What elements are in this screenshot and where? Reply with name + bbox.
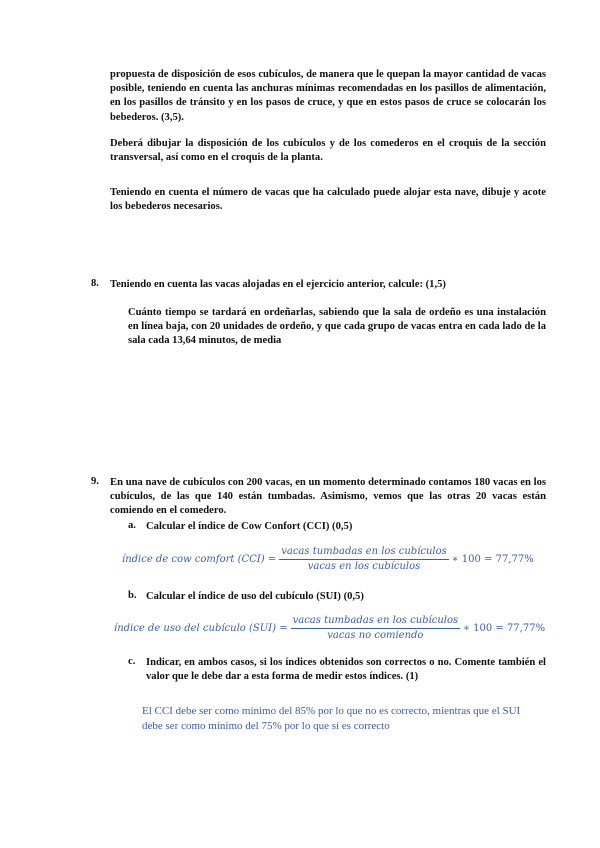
formula-cci-rhs: ∗ 100 = 77,77% — [451, 554, 534, 565]
formula-sui-fraction — [291, 615, 461, 642]
formula-cci-denominator: vacas en los cubículos — [307, 561, 421, 572]
formula-cci-lhs: índice de cow comfort (CCI) = — [122, 554, 277, 565]
formula-sui — [114, 615, 545, 642]
question-8-subtext: Cuánto tiempo se tardará en ordeñarlas, sabiendo que la sala de ordeño es una instalación en línea baja, con 20 unidades de ordeño, y que cada grupo de vacas entra en cada lado de la sala cada 13,64 minutos, de media — [128, 307, 546, 347]
question-9-number: 9. — [91, 476, 99, 487]
item-c-text: Indicar, en ambos casos, si los índices obtenidos son correctos o no. Comente también el valor que le debe dar a esta forma de medir estos índices. (1) — [146, 657, 546, 683]
item-a-label: a. — [128, 520, 136, 531]
formula-cci-fraction — [279, 546, 449, 573]
item-a-text: Calcular el índice de Cow Confort (CCI) (0,5) — [146, 521, 353, 532]
answer-text: El CCI debe ser como mínimo del 85% por lo que no es correcto, mientras que el SUI debe ser como mínimo del 75% por lo que sí es correcto — [142, 705, 521, 732]
formula-sui-numerator: vacas tumbadas en los cubículos — [291, 615, 461, 629]
paragraph-drinkers: Teniendo en cuenta el número de vacas que ha calculado puede alojar esta nave, dibuje y acote los bebederos necesarios. — [110, 187, 546, 213]
item-b-text: Calcular el índice de uso del cubículo (SUI) (0,5) — [146, 591, 364, 602]
question-9-text: En una nave de cubículos con 200 vacas, en un momento determinado contamos 180 vacas en los cubículos, de las que 140 están tumbadas. Asimismo, vemos que las otras 20 vacas están comiendo en el comedero. — [110, 477, 546, 517]
question-8-number: 8. — [91, 278, 99, 289]
formula-sui-lhs: índice de uso del cubículo (SUI) = — [114, 623, 288, 634]
formula-cci-numerator: vacas tumbadas en los cubículos — [279, 546, 449, 560]
formula-sui-rhs: ∗ 100 = 77,77% — [463, 623, 546, 634]
item-c-label: c. — [128, 656, 136, 667]
question-8-text: Teniendo en cuenta las vacas alojadas en el ejercicio anterior, calcule: (1,5) — [110, 279, 446, 290]
formula-sui-denominator: vacas no comiendo — [327, 630, 424, 641]
item-b-label: b. — [128, 590, 137, 601]
formula-cci — [122, 546, 534, 573]
paragraph-proposal: propuesta de disposición de esos cubículos, de manera que le quepan la mayor cantidad de vacas posible, teniendo en cuenta las anchuras mínimas recomendadas en los pasillos de alimentación, en los pasillos de tránsito y en los pasos de cruce, y que en estos pasos de cruce se colocarán los bebederos. (3,5). — [110, 69, 546, 123]
paragraph-draw-instructions: Deberá dibujar la disposición de los cubículos y de los comederos en el croquis de la sección transversal, así como en el croquis de la planta. — [110, 138, 546, 164]
